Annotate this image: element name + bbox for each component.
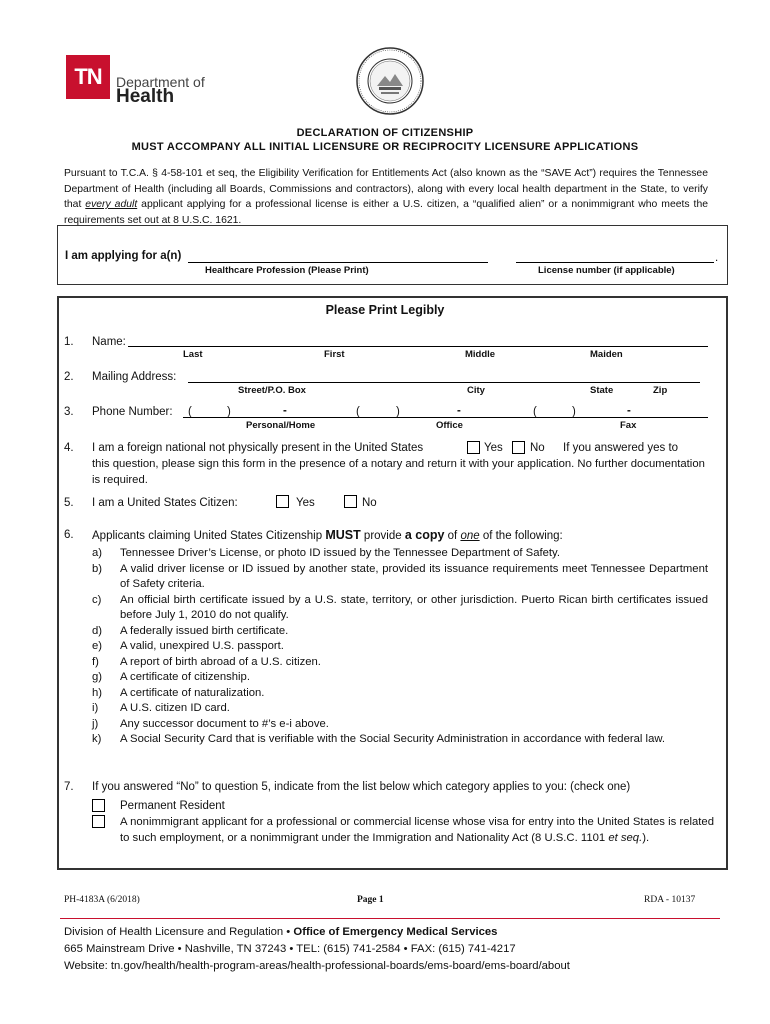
- license-number-input[interactable]: [516, 262, 714, 263]
- q5-yes-checkbox[interactable]: [276, 495, 289, 508]
- phone-input[interactable]: [183, 417, 708, 418]
- caption-office: Office: [436, 420, 463, 431]
- profession-input[interactable]: [188, 262, 488, 263]
- page-subtitle: MUST ACCOMPANY ALL INITIAL LICENSURE OR RECIPROCITY LICENSURE APPLICATIONS: [131, 141, 639, 153]
- q6-item-text: A federally issued birth certificate.: [120, 624, 289, 637]
- applying-label: I am applying for a(n): [65, 250, 182, 262]
- q4-no-label: No: [530, 442, 545, 454]
- q6-item: [92, 717, 708, 733]
- q6-item-text: Tennessee Driver’s License, or photo ID issued by the Tennessee Department of Safety.: [120, 547, 560, 559]
- q1-label: Name:: [92, 336, 126, 348]
- q6-item-letter: i): [92, 702, 99, 714]
- footer-address: 665 Mainstream Drive • Nashville, TN 37243 • TEL: (615) 741-2584 • FAX: (615) 741-4217: [64, 943, 516, 955]
- q6-item-letter: j): [92, 717, 99, 730]
- q6-item-letter: e): [92, 640, 103, 652]
- q6-document-list: [92, 546, 708, 748]
- phone-office-dash: -: [457, 405, 461, 417]
- q7-text: If you answered “No” to question 5, indicate from the list below which category applies to you: (check one): [92, 781, 631, 793]
- q6-item-letter: b): [92, 562, 103, 575]
- footer-divider: [60, 918, 720, 919]
- caption-personal: Personal/Home: [246, 420, 316, 431]
- q6-item-letter: h): [92, 686, 103, 699]
- logo-dept-text: Department of: [116, 74, 205, 90]
- q6-item: [92, 639, 708, 655]
- caption-middle: Middle: [465, 349, 496, 360]
- q6-item: [92, 562, 708, 593]
- phone-home-dash: -: [283, 405, 287, 417]
- tn-logo: TN: [66, 55, 110, 99]
- q5-yes-label: Yes: [296, 497, 315, 509]
- caption-maiden: Maiden: [590, 349, 623, 360]
- q1-number: 1.: [64, 336, 74, 348]
- q2-label: Mailing Address:: [92, 371, 177, 383]
- q6-item-letter: a): [92, 547, 103, 559]
- q7-nonimmigrant-checkbox[interactable]: [92, 815, 105, 828]
- caption-street: Street/P.O. Box: [238, 385, 306, 396]
- q4-number: 4.: [64, 442, 74, 454]
- caption-fax: Fax: [620, 420, 637, 431]
- phone-office-open: (: [356, 406, 360, 418]
- caption-zip: Zip: [653, 385, 668, 396]
- q5-text: I am a United States Citizen:: [92, 497, 238, 509]
- q7-nonimmigrant-label: A nonimmigrant applicant for a professional or commercial license whose visa for entry into the United States is related to such employment, or a nonimmigrant under the Immigration and Nationality Act (8 U.S.C. 1101 et seq.).: [120, 816, 714, 844]
- q7-permanent-resident-label: Permanent Resident: [120, 800, 225, 812]
- q6-item-letter: k): [92, 733, 102, 745]
- print-legibly-heading: Please Print Legibly: [325, 303, 445, 317]
- applying-period: .: [715, 252, 719, 264]
- q6-item-letter: f): [92, 655, 99, 668]
- caption-last: Last: [183, 349, 203, 360]
- q6-item: [92, 624, 708, 640]
- q6-item-text: A report of birth abroad of a U.S. citizen.: [120, 655, 321, 668]
- q6-text: Applicants claiming United States Citizenship MUST provide a copy of one of the following:: [92, 528, 563, 542]
- license-caption: License number (if applicable): [538, 265, 675, 276]
- q6-item-text: A certificate of citizenship.: [120, 671, 250, 683]
- phone-fax-dash: -: [627, 405, 631, 417]
- state-seal-icon: [355, 46, 425, 116]
- caption-state: State: [590, 385, 614, 396]
- form-id: PH-4183A (6/2018): [64, 895, 140, 905]
- q6-item-text: An official birth certificate issued by a U.S. state, territory, or other jurisdiction. Puerto Rican birth certificates issued before July 1, 2010 do not qualify.: [120, 593, 708, 621]
- phone-office-close: ): [396, 406, 400, 418]
- phone-fax-close: ): [572, 406, 576, 418]
- q6-item: [92, 686, 708, 702]
- q6-item-text: Any successor document to #’s e-i above.: [120, 717, 329, 730]
- q6-item-letter: c): [92, 593, 102, 606]
- q6-item-text: A Social Security Card that is verifiable with the Social Security Administration in accordance with federal law.: [120, 733, 666, 745]
- profession-caption: Healthcare Profession (Please Print): [205, 265, 369, 276]
- q4-instructions: this question, please sign this form in the presence of a notary and return it with your application. No further documentation is required.: [92, 458, 705, 486]
- intro-paragraph: Pursuant to T.C.A. § 4-58-101 et seq, the Eligibility Verification for Entitlements Act (also known as the “SAVE Act”) requires the Tennessee Department of Health (including all Boards, Commissions and contractors), along with every local health department in the State, to verify that every adult applicant applying for a professional license is either a U.S. citizen, a “qualified alien” or a nonimmigrant who meets the requirements set out at 8 U.S.C. 1621.: [64, 168, 708, 226]
- footer-division: Division of Health Licensure and Regulation • Office of Emergency Medical Services: [64, 926, 498, 938]
- logo-health-text: Health: [116, 86, 175, 107]
- q5-no-label: No: [362, 497, 377, 509]
- q6-item-text: A valid, unexpired U.S. passport.: [120, 640, 284, 652]
- q5-number: 5.: [64, 497, 74, 509]
- q6-number: 6.: [64, 529, 74, 541]
- q2-number: 2.: [64, 371, 74, 383]
- page-title: DECLARATION OF CITIZENSHIP: [296, 127, 474, 139]
- q6-item: [92, 701, 708, 717]
- phone-home-close: ): [227, 406, 231, 418]
- caption-first: First: [324, 349, 345, 360]
- q6-item: [92, 546, 708, 562]
- mailing-address-input[interactable]: [188, 382, 700, 383]
- q6-item-text: A U.S. citizen ID card.: [120, 702, 230, 714]
- q6-item: [92, 593, 708, 624]
- caption-city: City: [467, 385, 485, 396]
- q4-yes-checkbox[interactable]: [467, 441, 480, 454]
- q4-no-checkbox[interactable]: [512, 441, 525, 454]
- q6-item-letter: g): [92, 671, 103, 683]
- q3-number: 3.: [64, 406, 74, 418]
- phone-fax-open: (: [533, 406, 537, 418]
- q7-number: 7.: [64, 781, 74, 793]
- q6-item-text: A valid driver license or ID issued by another state, provided its issuance requirements meet Tennessee Department of Safety criteria.: [120, 562, 708, 590]
- name-input[interactable]: [128, 346, 708, 347]
- q4-tail: If you answered yes to: [563, 442, 679, 454]
- q6-item-text: A certificate of naturalization.: [120, 686, 265, 699]
- phone-home-open: (: [188, 406, 192, 418]
- q6-item: [92, 670, 708, 686]
- q5-no-checkbox[interactable]: [344, 495, 357, 508]
- q3-label: Phone Number:: [92, 406, 173, 418]
- q6-item-letter: d): [92, 624, 103, 637]
- rda-number: RDA - 10137: [644, 895, 696, 905]
- q4-text: I am a foreign national not physically present in the United States: [92, 442, 424, 454]
- q4-yes-label: Yes: [484, 442, 503, 454]
- q6-item: [92, 655, 708, 671]
- q7-permanent-resident-checkbox[interactable]: [92, 799, 105, 812]
- footer-website[interactable]: Website: tn.gov/health/health-program-areas/health-professional-boards/ems-board/ems-board/about: [64, 960, 570, 972]
- page-number: Page 1: [357, 895, 384, 905]
- q6-item: [92, 732, 708, 748]
